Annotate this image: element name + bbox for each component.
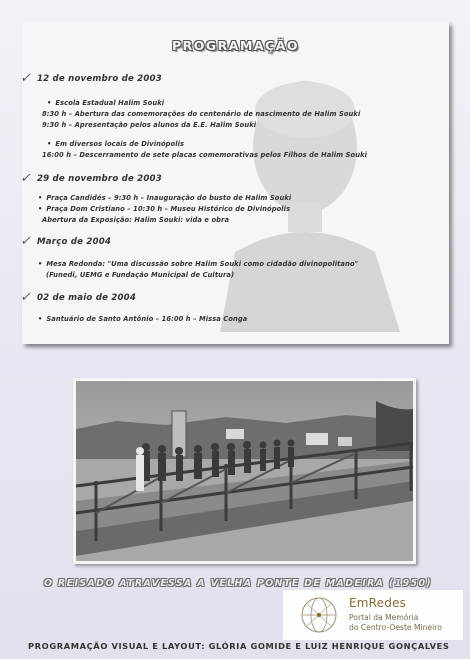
- logo-subtitle-line-2: do Centro-Oeste Mineiro: [349, 623, 442, 632]
- design-credits: PROGRAMAÇÃO VISUAL E LAYOUT: GLÓRIA GOMIDE E LUIZ HENRIQUE GONÇALVES: [28, 641, 450, 651]
- photo-caption: O REISADO ATRAVESSA A VELHA PONTE DE MADEIRA (1950): [44, 578, 433, 589]
- program-item: • Santuário de Santo Antônio – 16:00 h – Missa Conga: [38, 315, 247, 323]
- globe-network-icon: [299, 595, 339, 635]
- section-date: 12 de novembro de 2003: [37, 74, 162, 84]
- historic-bridge-photo: [76, 381, 413, 561]
- historic-photo-frame: [73, 378, 416, 564]
- section-date: 29 de novembro de 2003: [37, 174, 162, 184]
- program-item: • Praça Candidés – 9:30 h – Inauguração do busto de Halim Souki: [38, 194, 291, 202]
- program-item: • Escola Estadual Halim Souki: [47, 99, 164, 107]
- checkmark-icon: ✓: [20, 71, 31, 86]
- program-item: • Mesa Redonda: "Uma discussão sobre Halim Souki como cidadão divinopolitano": [38, 260, 358, 268]
- program-item: 8:30 h – Abertura das comemorações do centenário de nascimento de Halim Souki: [42, 110, 361, 118]
- logo-subtitle-line-1: Portal da Memória: [349, 613, 419, 622]
- checkmark-icon: ✓: [20, 171, 31, 186]
- page-title: PROGRAMAÇÃO: [171, 38, 300, 53]
- program-item: • Em diversos locais de Divinópolis: [47, 140, 184, 148]
- checkmark-icon: ✓: [20, 234, 31, 249]
- logo-name: EmRedes: [349, 596, 407, 610]
- section-date: 02 de maio de 2004: [37, 293, 137, 303]
- program-item: • Praça Dom Cristiano – 10:30 h – Museu Histórico de Divinópolis: [38, 205, 290, 213]
- program-panel: [22, 22, 449, 344]
- emredes-logo[interactable]: [283, 590, 463, 640]
- checkmark-icon: ✓: [20, 290, 31, 305]
- program-item: 16:00 h – Descerramento de sete placas comemorativas pelos Filhos de Halim Souki: [42, 151, 368, 159]
- program-item: 9:30 h – Apresentação pelos alunos da E.E. Halim Souki: [42, 121, 257, 129]
- program-item: Abertura da Exposição: Halim Souki: vida e obra: [42, 216, 230, 224]
- program-item: (Funedi, UEMG e Fundação Municipal de Cultura): [46, 271, 235, 279]
- section-date: Março de 2004: [37, 237, 112, 247]
